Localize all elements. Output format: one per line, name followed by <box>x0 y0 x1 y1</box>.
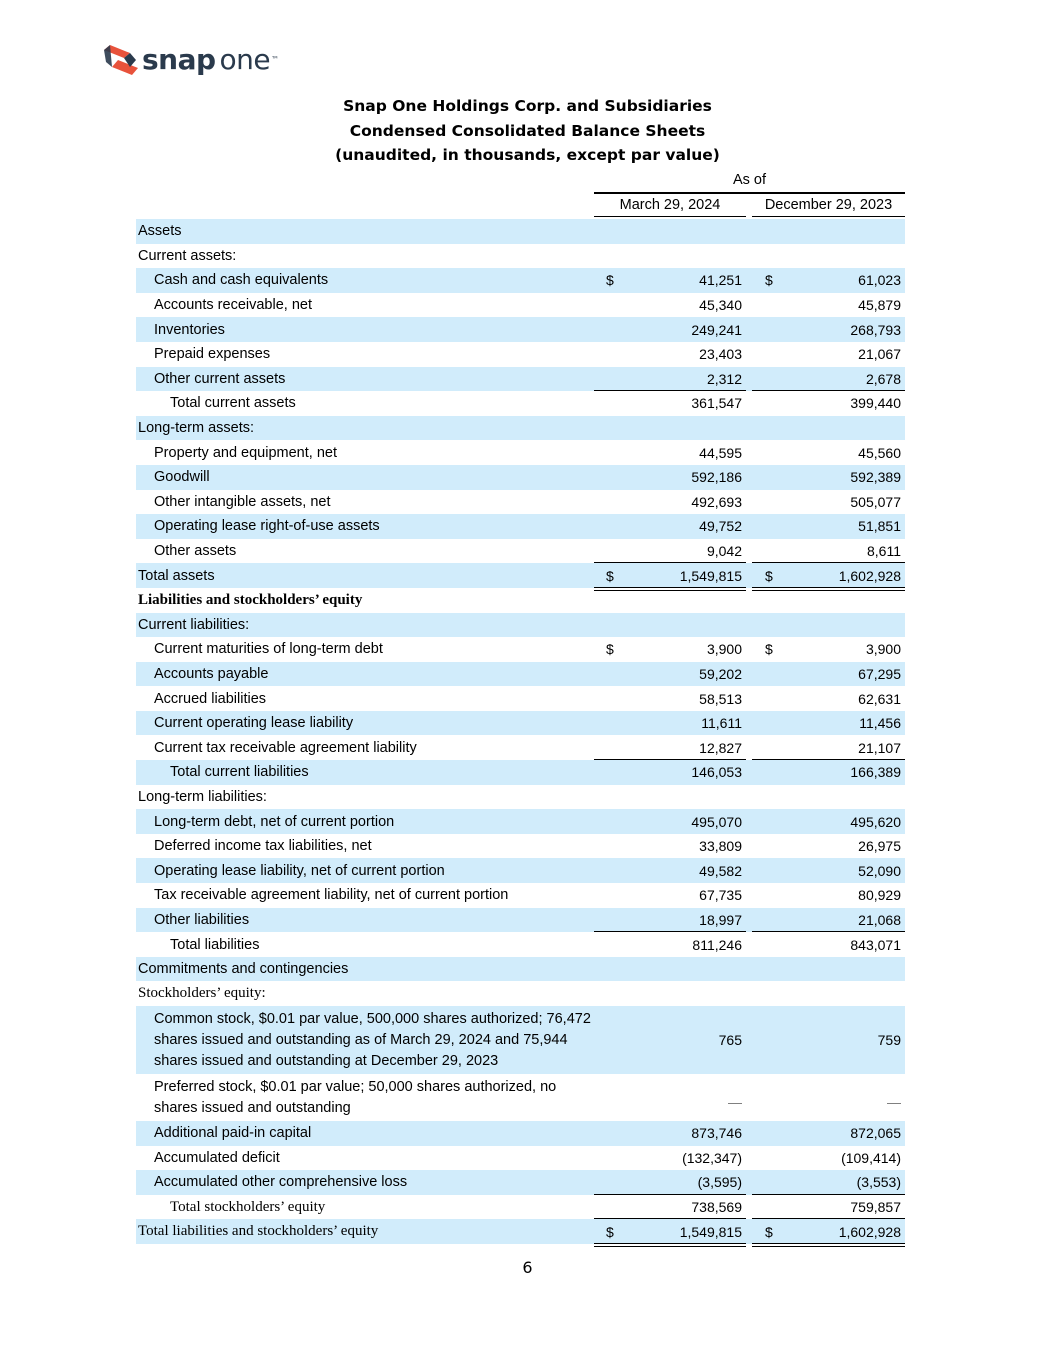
row-label: Total liabilities <box>170 936 260 953</box>
row-label: Current liabilities: <box>138 616 250 633</box>
value-dec-2023: 1,602,928 <box>838 1223 901 1240</box>
logo-word-snap: snap <box>142 43 216 76</box>
column-header-dec-2023: December 29, 2023 <box>764 197 893 213</box>
value-mar-2024: 23,403 <box>699 346 742 363</box>
value-mar-2024: 49,752 <box>699 518 742 535</box>
logo-word-one: one <box>219 43 271 76</box>
value-mar-2024: 146,053 <box>691 764 742 781</box>
table-row <box>136 490 905 515</box>
double-underline <box>752 1243 905 1247</box>
subtotal-row <box>136 1195 905 1220</box>
table-row <box>136 1074 905 1121</box>
row-label: Liabilities and stockholders’ equity <box>138 591 363 608</box>
total-row <box>136 563 905 588</box>
subtotal-row <box>136 932 905 957</box>
table-row <box>136 858 905 883</box>
row-label: Tax receivable agreement liability, net of current portion <box>154 887 509 904</box>
table-row <box>136 809 905 834</box>
row-label: Current maturities of long-term debt <box>154 641 383 658</box>
value-dec-2023: 80,929 <box>858 887 901 904</box>
value-dec-2023: 592,389 <box>850 469 901 486</box>
value-mar-2024: 765 <box>718 1032 742 1048</box>
value-dec-2023: 21,067 <box>858 346 901 363</box>
currency-symbol: $ <box>606 272 614 289</box>
table-row <box>136 293 905 318</box>
value-mar-2024: 873,746 <box>691 1125 742 1142</box>
row-label: Preferred stock, $0.01 par value; 50,000 shares authorized, no shares issued and outstanding <box>154 1078 557 1116</box>
value-dec-2023: 51,851 <box>858 518 901 535</box>
table-row <box>136 908 905 933</box>
as-of-header: As of <box>732 172 767 188</box>
value-dec-2023: 2,678 <box>865 370 901 387</box>
value-dec-2023: 759 <box>877 1032 901 1048</box>
value-mar-2024: 44,595 <box>699 444 742 461</box>
subsection-header-row <box>136 416 905 441</box>
table-row <box>136 711 905 736</box>
company-logo <box>104 40 279 80</box>
value-mar-2024: 18,997 <box>699 911 742 928</box>
value-mar-2024: 738,569 <box>691 1199 742 1216</box>
row-label: Current tax receivable agreement liability <box>154 739 417 756</box>
row-label: Other liabilities <box>154 911 250 928</box>
row-label: Accrued liabilities <box>154 690 267 707</box>
value-dec-2023: 872,065 <box>850 1125 901 1142</box>
row-label: Inventories <box>154 321 225 338</box>
table-row <box>136 268 905 293</box>
value-mar-2024: 495,070 <box>691 813 742 830</box>
row-label: Cash and cash equivalents <box>154 272 329 289</box>
row-label: Deferred income tax liabilities, net <box>154 838 372 855</box>
value-dec-2023: (109,414) <box>841 1149 901 1166</box>
value-dec-2023: 67,295 <box>858 665 901 682</box>
value-dec-2023: 8,611 <box>867 543 901 560</box>
value-mar-2024: 1,549,815 <box>679 1223 742 1240</box>
row-label: Other assets <box>154 543 237 560</box>
table-row <box>136 1170 905 1195</box>
value-mar-2024: 11,611 <box>701 715 742 732</box>
row-label: Common stock, $0.01 par value, 500,000 shares authorized; 76,472 shares issued and outstanding as of March 29, 2024 and 75,944 shares issued and outstanding at December 29, 2023 <box>154 1010 591 1069</box>
table-row <box>136 539 905 564</box>
value-dec-2023: 505,077 <box>850 493 901 510</box>
value-dec-2023: 62,631 <box>858 690 901 707</box>
value-dec-2023: 52,090 <box>858 862 901 879</box>
row-label: Long-term debt, net of current portion <box>154 813 395 830</box>
value-dec-2023: 45,879 <box>858 297 901 314</box>
value-mar-2024: 811,246 <box>692 936 742 953</box>
column-header-rule <box>752 216 905 217</box>
value-mar-2024: 45,340 <box>699 297 742 314</box>
row-label: Other intangible assets, net <box>154 493 331 510</box>
value-dec-2023: 45,560 <box>858 444 901 461</box>
currency-symbol: $ <box>765 1223 773 1240</box>
value-mar-2024: (3,595) <box>697 1174 742 1191</box>
row-label: Total assets <box>138 567 215 584</box>
table-row <box>136 317 905 342</box>
value-mar-2024: (132,347) <box>682 1149 742 1166</box>
row-label: Prepaid expenses <box>154 346 271 363</box>
title-statement: Condensed Consolidated Balance Sheets <box>349 121 706 140</box>
section-header-row <box>136 957 905 982</box>
value-dec-2023: 399,440 <box>850 395 901 412</box>
table-row <box>136 1006 905 1074</box>
header-rule <box>594 192 905 194</box>
value-mar-2024: 592,186 <box>691 469 742 486</box>
value-dec-2023: 61,023 <box>858 272 901 289</box>
value-dec-2023: 759,857 <box>850 1199 901 1216</box>
double-underline <box>594 1243 746 1247</box>
value-mar-2024: 2,312 <box>706 370 742 387</box>
row-label: Property and equipment, net <box>154 444 337 461</box>
row-label: Goodwill <box>154 469 210 486</box>
value-mar-2024: 41,251 <box>699 272 742 289</box>
value-dec-2023: 268,793 <box>850 321 901 338</box>
table-row <box>136 465 905 490</box>
table-row <box>136 367 905 392</box>
value-mar-2024: 33,809 <box>699 838 742 855</box>
row-label: Accumulated deficit <box>154 1149 280 1166</box>
value-dec-2023: (3,553) <box>856 1174 901 1191</box>
logo-trademark: ™ <box>271 55 279 64</box>
row-label: Total stockholders’ equity <box>170 1198 326 1215</box>
row-label: Stockholders’ equity: <box>138 985 266 1002</box>
value-mar-2024: — <box>728 1093 742 1110</box>
table-row <box>136 1146 905 1171</box>
row-label: Long-term liabilities: <box>138 788 267 805</box>
row-label: Commitments and contingencies <box>138 961 349 978</box>
row-label: Additional paid-in capital <box>154 1125 312 1142</box>
row-label: Accounts payable <box>154 665 269 682</box>
subtotal-row <box>136 760 905 785</box>
value-mar-2024: 49,582 <box>699 862 742 879</box>
value-mar-2024: 1,549,815 <box>679 567 742 584</box>
row-label: Total current assets <box>170 395 296 412</box>
balance-sheet-table <box>136 219 905 1244</box>
row-label: Total liabilities and stockholders’ equity <box>138 1223 379 1240</box>
row-label: Assets <box>138 223 182 240</box>
section-header-row <box>136 588 905 613</box>
table-row <box>136 342 905 367</box>
value-dec-2023: 843,071 <box>850 936 901 953</box>
column-header-mar-2024: March 29, 2024 <box>619 197 721 213</box>
value-dec-2023: 166,389 <box>850 764 901 781</box>
table-row <box>136 514 905 539</box>
row-label: Long-term assets: <box>138 420 255 437</box>
value-mar-2024: 3,900 <box>706 641 742 658</box>
value-mar-2024: 12,827 <box>699 739 742 756</box>
row-label: Current assets: <box>138 247 237 264</box>
value-mar-2024: 67,735 <box>699 887 742 904</box>
table-row <box>136 686 905 711</box>
subsection-header-row <box>136 244 905 269</box>
currency-symbol: $ <box>606 567 614 584</box>
column-header-rule <box>594 216 746 217</box>
report-title <box>0 94 1055 168</box>
row-label: Operating lease right-of-use assets <box>154 518 380 535</box>
value-dec-2023: 26,975 <box>858 838 901 855</box>
table-row <box>136 834 905 859</box>
total-row <box>136 1219 905 1244</box>
value-mar-2024: 58,513 <box>699 690 742 707</box>
row-label: Current operating lease liability <box>154 715 354 732</box>
value-dec-2023: 495,620 <box>850 813 901 830</box>
snap-one-logo-icon <box>104 42 138 78</box>
value-mar-2024: 249,241 <box>691 321 742 338</box>
table-row <box>136 1121 905 1146</box>
value-mar-2024: 59,202 <box>699 665 742 682</box>
value-dec-2023: — <box>887 1093 901 1110</box>
value-mar-2024: 492,693 <box>691 493 742 510</box>
currency-symbol: $ <box>765 272 773 289</box>
currency-symbol: $ <box>606 1223 614 1240</box>
subtotal-row <box>136 391 905 416</box>
logo-wordmark <box>142 42 279 78</box>
subsection-header-row <box>136 785 905 810</box>
value-dec-2023: 21,068 <box>858 911 901 928</box>
row-label: Other current assets <box>154 370 286 387</box>
section-header-row <box>136 219 905 244</box>
table-row <box>136 637 905 662</box>
currency-symbol: $ <box>606 641 614 658</box>
table-row <box>136 662 905 687</box>
currency-symbol: $ <box>765 567 773 584</box>
page-number: 6 <box>522 1258 533 1277</box>
table-row <box>136 440 905 465</box>
subsection-header-row <box>136 981 905 1006</box>
value-dec-2023: 11,456 <box>859 715 901 732</box>
title-basis: (unaudited, in thousands, except par value) <box>335 146 720 164</box>
value-dec-2023: 1,602,928 <box>838 567 901 584</box>
row-label: Operating lease liability, net of current portion <box>154 862 445 879</box>
value-mar-2024: 361,547 <box>691 395 742 412</box>
table-row <box>136 883 905 908</box>
currency-symbol: $ <box>765 641 773 658</box>
subsection-header-row <box>136 613 905 638</box>
title-company: Snap One Holdings Corp. and Subsidiaries <box>343 97 712 115</box>
table-row <box>136 735 905 760</box>
row-label: Accumulated other comprehensive loss <box>154 1174 408 1191</box>
row-label: Total current liabilities <box>170 764 309 781</box>
row-label: Accounts receivable, net <box>154 297 312 314</box>
value-dec-2023: 3,900 <box>865 641 901 658</box>
value-mar-2024: 9,042 <box>706 543 742 560</box>
value-dec-2023: 21,107 <box>858 739 901 756</box>
